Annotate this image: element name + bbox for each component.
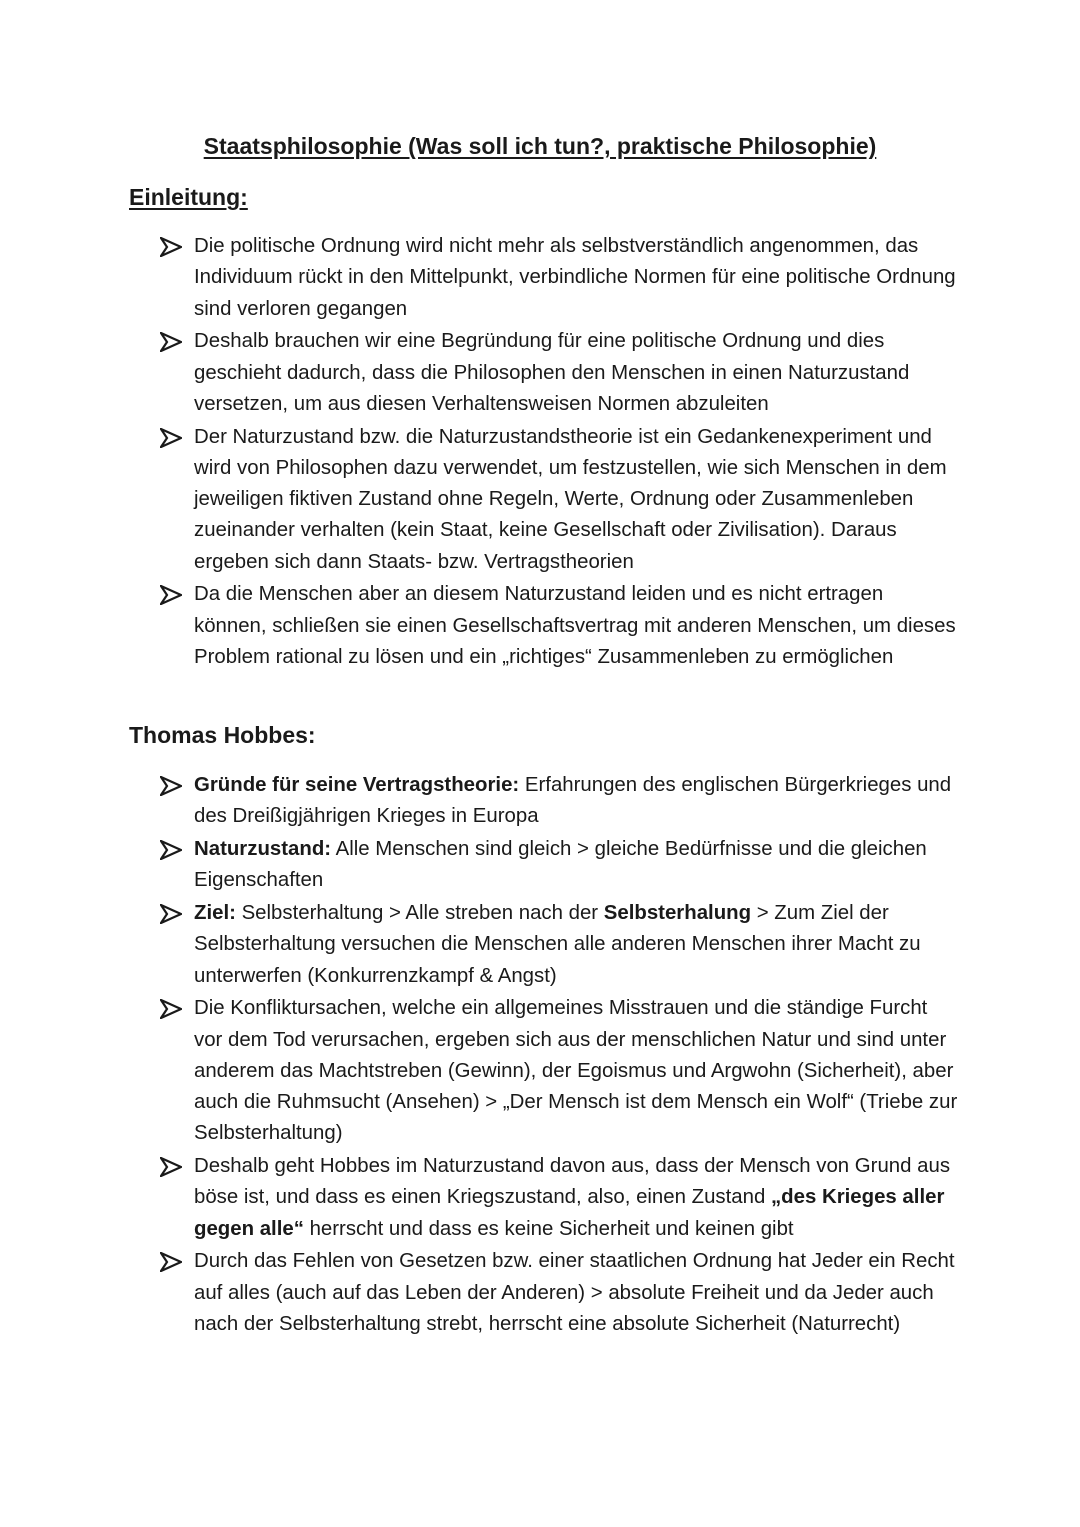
bullet-text: herrscht und dass es keine Sicherheit und keinen gibt <box>303 1217 794 1240</box>
bullet-item <box>160 834 960 897</box>
bullet-item <box>160 1246 960 1340</box>
bullet-text: Selbsterhaltung > Alle streben nach der <box>235 901 604 924</box>
arrowhead-bullet-icon <box>160 1157 182 1177</box>
arrowhead-bullet-icon <box>160 585 182 605</box>
bullet-text: > Zum Ziel der Selbsterhaltung versuchen die Menschen alle anderen Menschen ihrer Macht zu unterwerfen (Konkurrenzkampf & Angst) <box>194 901 921 987</box>
document-title: Staatsphilosophie (Was soll ich tun?, praktische Philosophie) <box>203 133 877 159</box>
arrowhead-bullet-icon <box>160 840 182 860</box>
bullet-text: Der Naturzustand bzw. die Naturzustandstheorie ist ein Gedankenexperiment und wird von Philosophen dazu verwendet, um festzustellen, wie sich Menschen in dem jeweiligen fiktiven Zustand ohne Regeln, Werte, Ordnung oder Zusammenleben zueinander verhalten (kein Staat, keine Gesellschaft oder Zivilisation). Daraus ergeben sich dann Staats- bzw. Vertragstheorien <box>194 425 947 573</box>
bullet-item <box>160 422 960 578</box>
bullet-item <box>160 770 960 833</box>
bullet-text: Die politische Ordnung wird nicht mehr als selbstverständlich angenommen, das Individuum rückt in den Mittelpunkt, verbindliche Normen für eine politische Ordnung sind verloren gegangen <box>194 235 956 320</box>
arrowhead-bullet-icon <box>160 332 182 352</box>
bullet-item <box>160 231 960 325</box>
arrowhead-bullet-icon <box>160 428 182 448</box>
bullet-text: Alle Menschen sind gleich > gleiche Bedürfnisse und die gleichen Eigenschaften <box>194 837 927 892</box>
arrowhead-bullet-icon <box>160 237 182 257</box>
bullet-item <box>160 898 960 992</box>
bold-text: Naturzustand: <box>194 837 332 860</box>
bullet-list-einleitung <box>160 231 960 675</box>
bullet-text: Erfahrungen des englischen Bürgerkrieges und des Dreißigjährigen Krieges in Europa <box>194 774 952 828</box>
bullet-text: Da die Menschen aber an diesem Naturzustand leiden und es nicht ertragen können, schließen sie einen Gesellschaftsvertrag mit anderen Menschen, um dieses Problem rational zu lösen und ein „richtiges“ Zusammenleben zu ermöglichen <box>194 583 956 669</box>
bullet-item <box>160 326 960 420</box>
bullet-item <box>160 579 960 673</box>
section-heading-einleitung: Einleitung: <box>129 184 248 210</box>
section-heading-hobbes: Thomas Hobbes: <box>129 722 316 748</box>
bullet-text: Deshalb geht Hobbes im Naturzustand davon aus, dass der Mensch von Grund aus böse ist, und dass es einen Kriegszustand, also, einen Zustand <box>194 1155 951 1209</box>
bullet-item <box>160 1151 960 1245</box>
bullet-text: Deshalb brauchen wir eine Begründung für eine politische Ordnung und dies geschieht dadurch, dass die Philosophen den Menschen in einen Naturzustand versetzen, um aus diesen Verhaltensweisen Normen abzuleiten <box>194 330 910 415</box>
bold-text: Ziel: <box>194 901 236 924</box>
arrowhead-bullet-icon <box>160 999 182 1019</box>
bullet-text: Die Konfliktursachen, welche ein allgemeines Misstrauen und die ständige Furcht vor dem Tod verursachen, ergeben sich aus der menschlichen Natur und sind unter anderem das Machtstreben (Gewinn), der Egoismus und Argwohn (Sicherheit), aber auch die Ruhmsucht (Ansehen) > „Der Mensch ist dem Mensch ein Wolf“ (Triebe zur Selbsterhaltung) <box>194 997 958 1145</box>
arrowhead-bullet-icon <box>160 904 182 924</box>
bold-text: Gründe für seine Vertragstheorie: <box>194 774 520 796</box>
bullet-list-hobbes <box>160 770 960 1342</box>
arrowhead-bullet-icon <box>160 776 182 796</box>
bold-text: „des Krieges aller gegen alle“ <box>194 1186 945 1240</box>
bold-text: Selbsterhalung <box>603 901 752 924</box>
arrowhead-bullet-icon <box>160 1252 182 1272</box>
bullet-text: Durch das Fehlen von Gesetzen bzw. einer staatlichen Ordnung hat Jeder ein Recht auf alles (auch auf das Leben der Anderen) > absolute Freiheit und da Jeder auch nach der Selbsterhaltung strebt, herrscht eine absolute Sicherheit (Naturrecht) <box>194 1250 955 1335</box>
bullet-item <box>160 993 960 1149</box>
